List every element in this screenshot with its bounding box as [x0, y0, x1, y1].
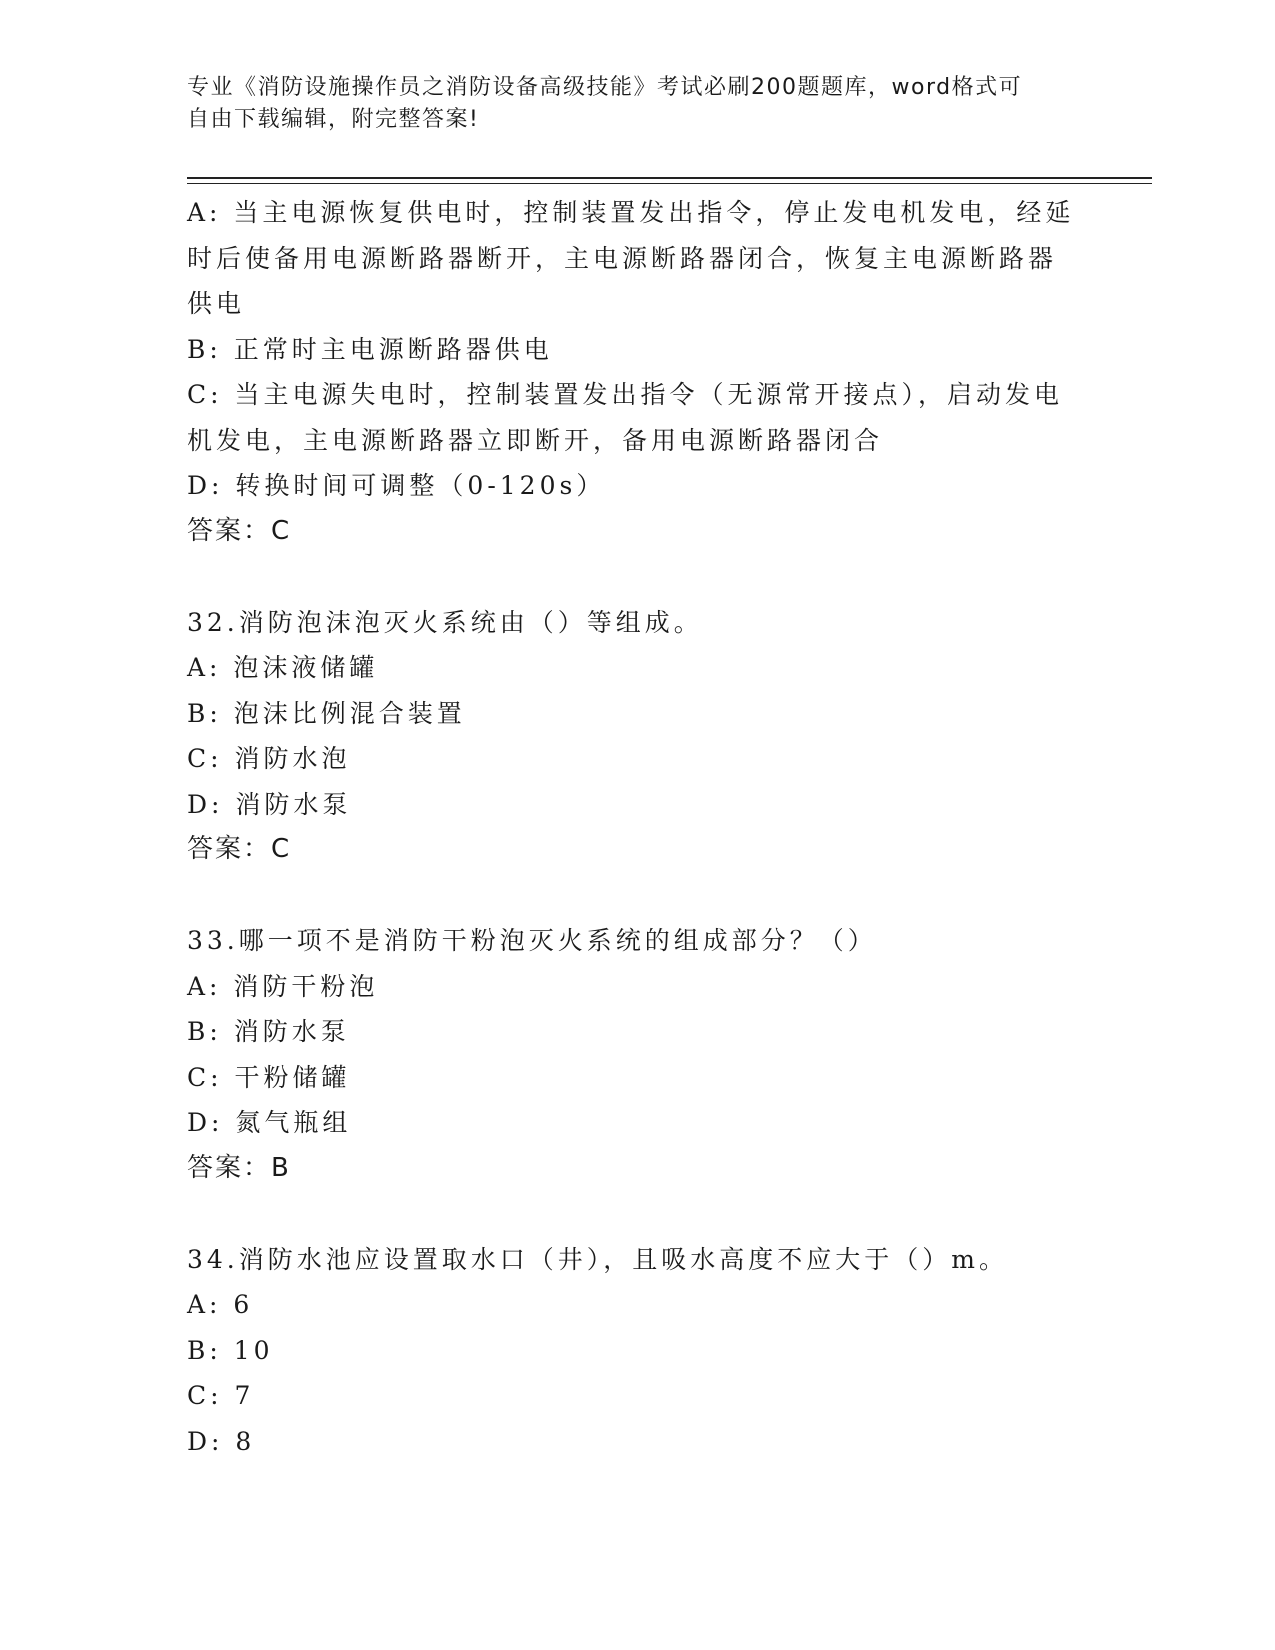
question-32-block: [187, 600, 1087, 873]
header-line-1: 专业《消防设施操作员之消防设备高级技能》考试必刷200题题库，word格式可: [187, 75, 1023, 100]
header-line-2: 自由下载编辑，附完整答案!: [187, 107, 480, 132]
option-c: C: 消防水泡: [187, 744, 351, 773]
question-34-block: [187, 1237, 1087, 1465]
document-header: [187, 72, 1087, 136]
spacer: [187, 873, 1087, 919]
option-b: B: 正常时主电源断路器供电: [187, 334, 553, 364]
spacer: [187, 1191, 1087, 1237]
option-c: C: 干粉储罐: [187, 1062, 351, 1092]
option-a: A: 消防干粉泡: [187, 971, 379, 1001]
option-b: B: 消防水泵: [187, 1017, 350, 1046]
option-d: D: 8: [187, 1426, 256, 1456]
question-34-text: 34.消防水池应设置取水口（井），且吸水高度不应大于（）m。: [187, 1244, 1008, 1274]
option-d: D: 氮气瓶组: [187, 1108, 352, 1137]
option-b: B: 10: [187, 1335, 274, 1365]
option-a-line-1: A: 当主电源恢复供电时，控制装置发出指令，停止发电机发电，经延: [187, 198, 1075, 227]
option-b: B: 泡沫比例混合装置: [187, 698, 466, 728]
answer-31: 答案：C: [187, 515, 292, 546]
option-d: D: 消防水泵: [187, 789, 352, 819]
answer-33: 答案：B: [187, 1152, 291, 1183]
question-33-block: [187, 918, 1087, 1191]
option-a: A: 泡沫液储罐: [187, 653, 379, 682]
question-32-text: 32.消防泡沫泡灭火系统由（）等组成。: [187, 607, 703, 637]
header-divider-thin: [187, 183, 1152, 184]
option-c-line-2: 机发电，主电源断路器立即断开，备用电源断路器闭合: [187, 425, 884, 455]
answer-32: 答案：C: [187, 834, 292, 864]
question-content: [187, 190, 1087, 1464]
option-c: C: 7: [187, 1381, 255, 1410]
header-divider-thick: [187, 177, 1152, 179]
option-a-line-2: 时后使备用电源断路器断开，主电源断路器闭合，恢复主电源断路器: [187, 243, 1058, 273]
question-33-text: 33.哪一项不是消防干粉泡灭火系统的组成部分？（）: [187, 926, 877, 955]
spacer: [187, 554, 1087, 600]
option-a-line-3: 供电: [187, 289, 246, 318]
question-31-block: [187, 190, 1087, 554]
option-d: D: 转换时间可调整（0-120s）: [187, 471, 606, 500]
option-a: A: 6: [187, 1290, 254, 1319]
option-c-line-1: C: 当主电源失电时，控制装置发出指令（无源常开接点），启动发电: [187, 380, 1064, 409]
